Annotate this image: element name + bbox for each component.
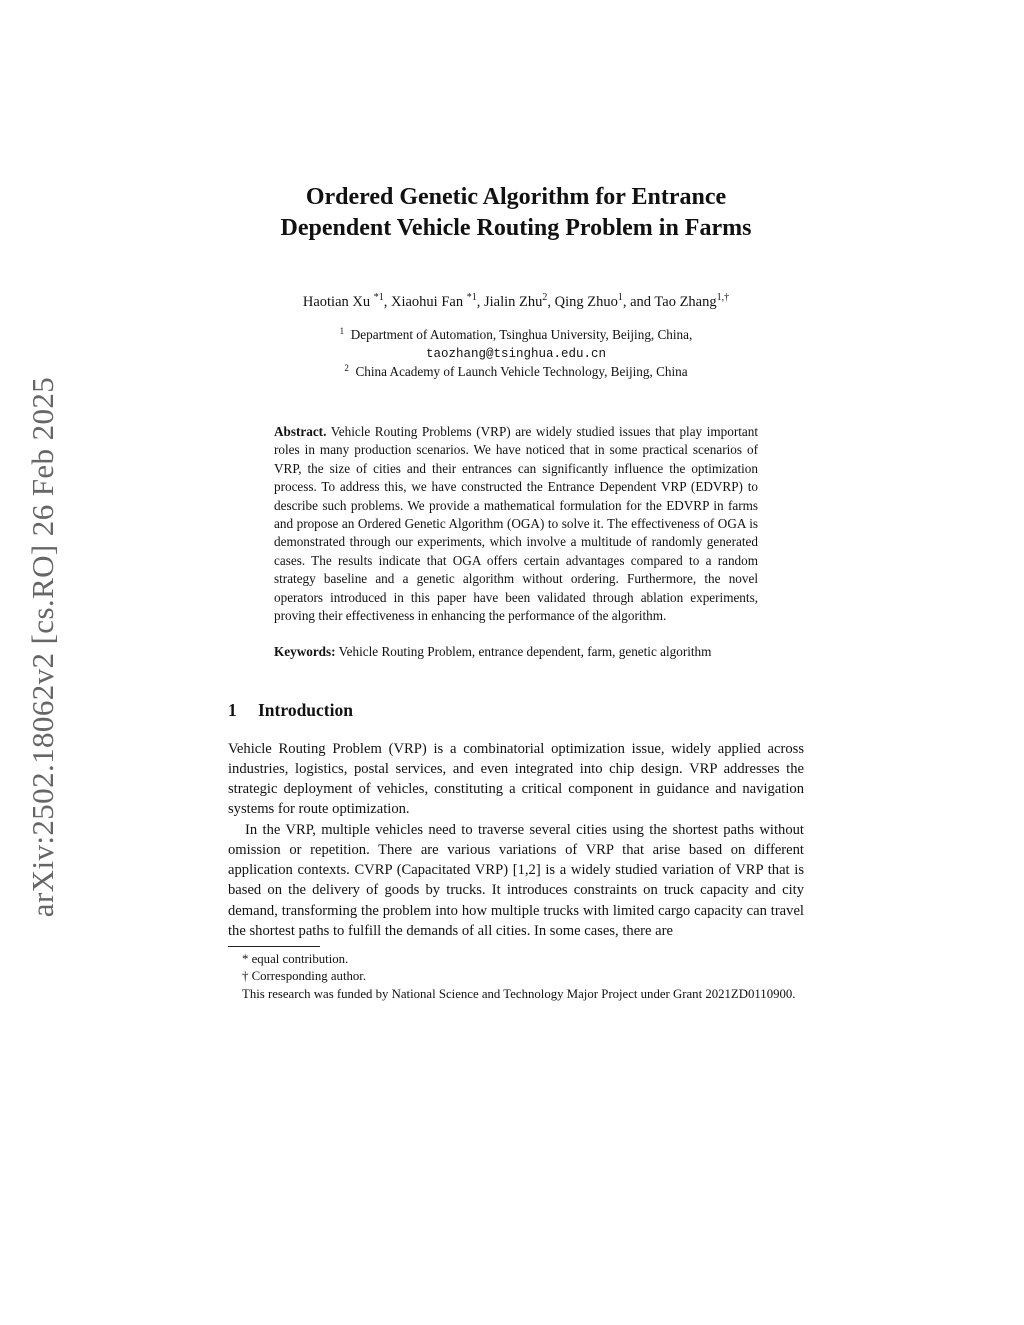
author-name: Tao Zhang xyxy=(654,294,717,310)
affiliation-mark: 2 xyxy=(344,363,349,373)
author-name: Jialin Zhu xyxy=(483,294,543,310)
footnote-funding: This research was funded by National Science and Technology Major Project under Grant 2021ZD0110900. xyxy=(242,986,796,1001)
affiliation-1 xyxy=(228,326,804,344)
affiliation-email-line xyxy=(228,344,804,363)
keywords-text: Vehicle Routing Problem, entrance dependent, farm, genetic algorithm xyxy=(338,644,712,660)
author-separator: , xyxy=(547,294,555,310)
section-number: 1 xyxy=(228,699,237,720)
title-line-2: Dependent Vehicle Routing Problem in Farms xyxy=(280,215,752,241)
author-mark: 2 xyxy=(542,292,548,303)
paragraph: Vehicle Routing Problem (VRP) is a combinatorial optimization issue, widely applied across industries, logistics, postal services, and even integrated into chip design. VRP addresses the strategic deployment of vehicles, constituting a critical component in guidance and navigation systems for route optimization. xyxy=(228,740,804,818)
arxiv-identifier-stamp: arXiv:2502.18062v2 [cs.RO] 26 Feb 2025 xyxy=(25,376,60,918)
contact-email[interactable]: taozhang@tsinghua.edu.cn xyxy=(425,347,607,361)
keywords xyxy=(274,643,758,661)
abstract-label: Abstract. xyxy=(274,424,327,439)
section-heading-introduction xyxy=(228,699,804,721)
affiliation-mark: 1 xyxy=(339,326,345,336)
author-separator: , xyxy=(622,294,631,310)
section-title: Introduction xyxy=(258,699,353,720)
author-name: Haotian Xu xyxy=(302,294,371,310)
author-mark: *1 xyxy=(373,292,384,303)
affiliation-text: China Academy of Launch Vehicle Technology, Beijing, China xyxy=(355,364,688,379)
abstract-text: Vehicle Routing Problems (VRP) are widely studied issues that play important roles in many production scenarios. We have noticed that in some practical scenarios of VRP, the size of cities and their entrances can significantly influence the optimization process. To address this, we have constructed the Entrance Dependent VRP (EDVRP) to describe such problems. We provide a mathematical formulation for the EDVRP in farms and propose an Ordered Genetic Algorithm (OGA) to solve it. The effectiveness of OGA is demonstrated through our experiments, which involve a multitude of randomly generated cases. The results indicate that OGA offers certain advantages compared to a random strategy baseline and a genetic algorithm without ordering. Furthermore, the novel operators introduced in this paper have been validated through ablation experiments, proving their effectiveness in enhancing the performance of the algorithm. xyxy=(274,424,758,624)
footnote-divider xyxy=(228,946,320,947)
author-mark: 1 xyxy=(617,292,623,303)
paragraph: In the VRP, multiple vehicles need to traverse several cities using the shortest paths without omission or repetition. There are various variations of VRP that arise based on different application contexts. CVRP (Capacitated VRP) [1,2] is a widely studied variation of VRP that is based on the delivery of goods by trucks. It introduces constraints on truck capacity and city demand, transforming the problem into how multiple trucks with limited cargo capacity can travel the shortest paths to fulfill the demands of all cities. In some cases, there are xyxy=(228,821,804,939)
author-name: Xiaohui Fan xyxy=(391,294,464,310)
affiliation-2 xyxy=(228,363,804,381)
footnote-equal-contribution: * equal contribution. xyxy=(242,951,349,966)
author-mark: *1 xyxy=(466,292,477,303)
author-separator: , xyxy=(476,294,484,310)
affiliation-text: Department of Automation, Tsinghua University, Beijing, China, xyxy=(350,327,693,342)
affiliations xyxy=(228,326,804,381)
author-and: and xyxy=(630,294,655,310)
paper-title xyxy=(228,182,804,244)
abstract xyxy=(274,423,758,625)
keywords-label: Keywords: xyxy=(274,644,336,660)
author-name: Qing Zhuo xyxy=(554,294,618,310)
footnotes xyxy=(228,951,804,1004)
introduction-body xyxy=(228,739,804,941)
author-separator: , xyxy=(383,294,391,310)
title-line-1: Ordered Genetic Algorithm for Entrance xyxy=(305,184,727,210)
paper-page xyxy=(228,182,804,1003)
author-list xyxy=(228,292,804,312)
author-mark: 1,† xyxy=(716,292,730,303)
footnote-corresponding-author: † Corresponding author. xyxy=(242,969,367,984)
